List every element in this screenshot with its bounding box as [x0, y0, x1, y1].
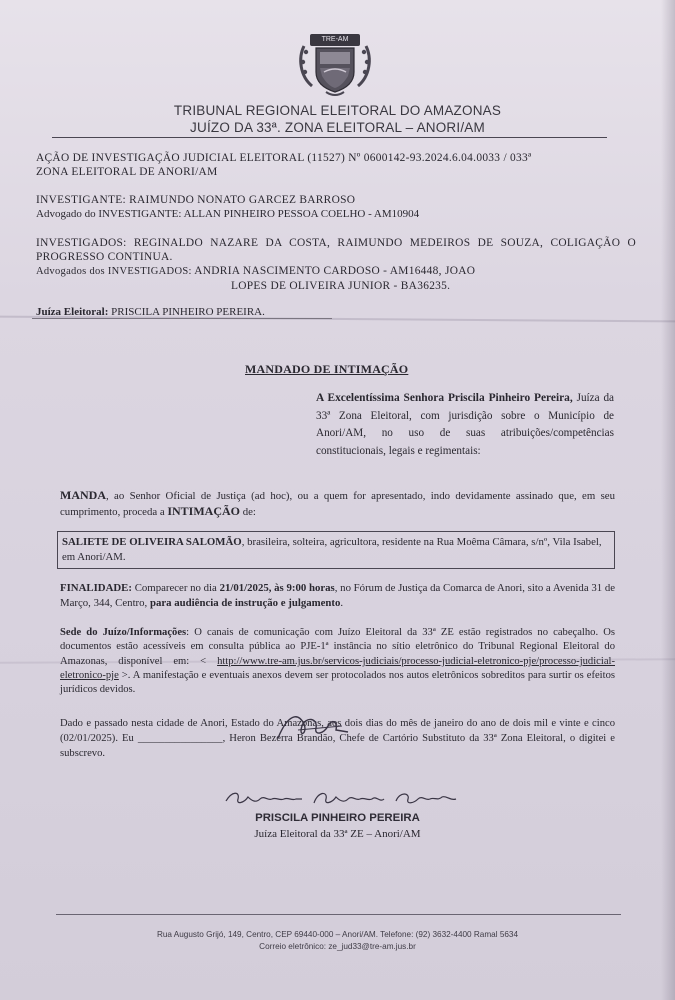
finalidade-paragraph — [60, 581, 615, 611]
authority-text: Juíza da 33ª Zona Eleitoral, com jurisdição sobre o Município de Anori/AM, no uso de suas atribuições/competências constitucionais, legais e regimentais: — [316, 392, 615, 457]
manda-label: MANDA — [60, 488, 106, 502]
pje-link[interactable]: http://www.tre-am.jus.br/servicos-judiciais/processo-judicial-eletronico-pje/processo-judicial-eletronico-pje — [60, 655, 615, 681]
closing-text-1: Dado e passado nesta cidade de Anori, Estado do Amazonas, aos dois dias do mês de janeiro do ano de dois mil e vinte e cinco (02/01/2025). Eu — [60, 718, 615, 744]
advogado-investigante: Advogado do INVESTIGANTE: ALLAN PINHEIRO PESSOA COELHO - AM10904 — [36, 208, 420, 220]
authority-name: A Excelentíssima Senhora Priscila Pinheiro Pereira, — [316, 392, 573, 404]
closing-blank: ________________ — [137, 733, 223, 744]
intimated-party-details: , brasileira, solteira, agricultora, residente na Rua Moêma Câmara, s/nº, Vila Isabel, em Anori/AM. — [62, 536, 602, 563]
authority-paragraph — [316, 390, 614, 460]
advogados-line2: LOPES DE OLIVEIRA JUNIOR - BA36235. — [231, 280, 451, 292]
court-zone: JUÍZO DA 33ª. ZONA ELEITORAL – ANORI/AM — [190, 120, 485, 135]
hearing-purpose: para audiência de instrução e julgamento — [149, 597, 341, 609]
coat-of-arms-icon — [296, 28, 374, 98]
advogados-line1: ANDRIA NASCIMENTO CARDOSO - AM16448, JOAO — [194, 265, 476, 277]
signatory-role: Juíza Eleitoral da 33ª ZE – Anori/AM — [254, 828, 421, 840]
document-title: MANDADO DE INTIMAÇÃO — [245, 362, 409, 376]
manda-end: de: — [240, 506, 256, 518]
court-name: TRIBUNAL REGIONAL ELEITORAL DO AMAZONAS — [173, 103, 502, 118]
case-action-line2: ZONA ELEITORAL DE ANORI/AM — [36, 166, 218, 178]
advogados-investigados — [36, 264, 636, 293]
finalidade-label: FINALIDADE: — [60, 582, 132, 594]
intimated-party-name: SALIETE DE OLIVEIRA SALOMÃO — [62, 536, 242, 548]
footer-address: Rua Augusto Grijó, 149, Centro, CEP 69440-000 – Anori/AM. Telefone: (92) 3632-4400 Ramal 5634 — [156, 930, 519, 939]
intimated-party-box — [57, 531, 615, 569]
section-divider — [32, 318, 332, 319]
sede-paragraph — [60, 626, 615, 697]
manda-text: , ao Senhor Oficial de Justiça (ad hoc), ou a quem for apresentado, indo devidamente assinado que, em seu cumprimento, proceda a — [60, 490, 615, 518]
hearing-date: 21/01/2025, às 9:00 horas — [219, 582, 335, 594]
finalidade-text-1: Comparecer no dia — [131, 582, 220, 594]
finalidade-text-2: , no Fórum de Justiça da Comarca de Anori, sito a Avenida 31 de Março, 344, Centro, — [60, 582, 616, 609]
juiza-eleitoral — [36, 305, 636, 319]
case-action — [36, 151, 636, 179]
header-divider — [52, 137, 607, 138]
investigante: INVESTIGANTE: RAIMUNDO NONATO GARCEZ BARROSO — [36, 194, 356, 206]
sede-label: Sede do Juízo/Informações — [60, 627, 187, 638]
rubric-signature-icon — [268, 708, 358, 748]
juiza-label: Juíza Eleitoral: — [36, 306, 109, 318]
case-action-line1: AÇÃO DE INVESTIGAÇÃO JUDICIAL ELEITORAL (11527) Nº 0600142-93.2024.6.04.0033 / 033ª — [36, 152, 532, 164]
signature-icon — [222, 787, 462, 811]
crest-label: TRE-AM — [310, 34, 360, 46]
sede-text-2: >. A manifestação e eventuais anexos devem ser protocolados nos autos eletrônicos sobreditos para surtir os efeitos jurídicos devidos. — [60, 669, 615, 696]
footer-divider — [56, 914, 621, 915]
closing-text-2: , Heron Bezerra Brandão, Chefe de Cartório Substituto da 33ª Zona Eleitoral, o digitei e subscrevo. — [60, 733, 615, 759]
page-shadow — [661, 0, 675, 1000]
finalidade-end: . — [340, 597, 344, 609]
investigados: INVESTIGADOS: REGINALDO NAZARE DA COSTA, RAIMUNDO MEDEIROS DE SOUZA, COLIGAÇÃO O PROGRESSO CONTINUA. — [36, 237, 636, 263]
sede-text-1: : O canais de comunicação com Juízo Eleitoral da 33ª ZE estão registrados no cabeçalho. Os documentos estão acessíveis em consulta pública ao PJE-1ª instância no sítio eletrônico do Tribunal Regional Eleitoral do Amazonas, disponível em: < — [60, 627, 615, 667]
footer-email: Correio eletrônico: ze_jud33@tre-am.jus.br — [259, 942, 416, 951]
juiza-name: PRISCILA PINHEIRO PEREIRA. — [111, 306, 265, 318]
advogados-label: Advogados dos INVESTIGADOS: — [36, 266, 192, 277]
manda-paragraph — [60, 488, 615, 520]
intimacao-label: INTIMAÇÃO — [167, 504, 240, 518]
signatory-name: PRISCILA PINHEIRO PEREIRA — [255, 812, 420, 824]
